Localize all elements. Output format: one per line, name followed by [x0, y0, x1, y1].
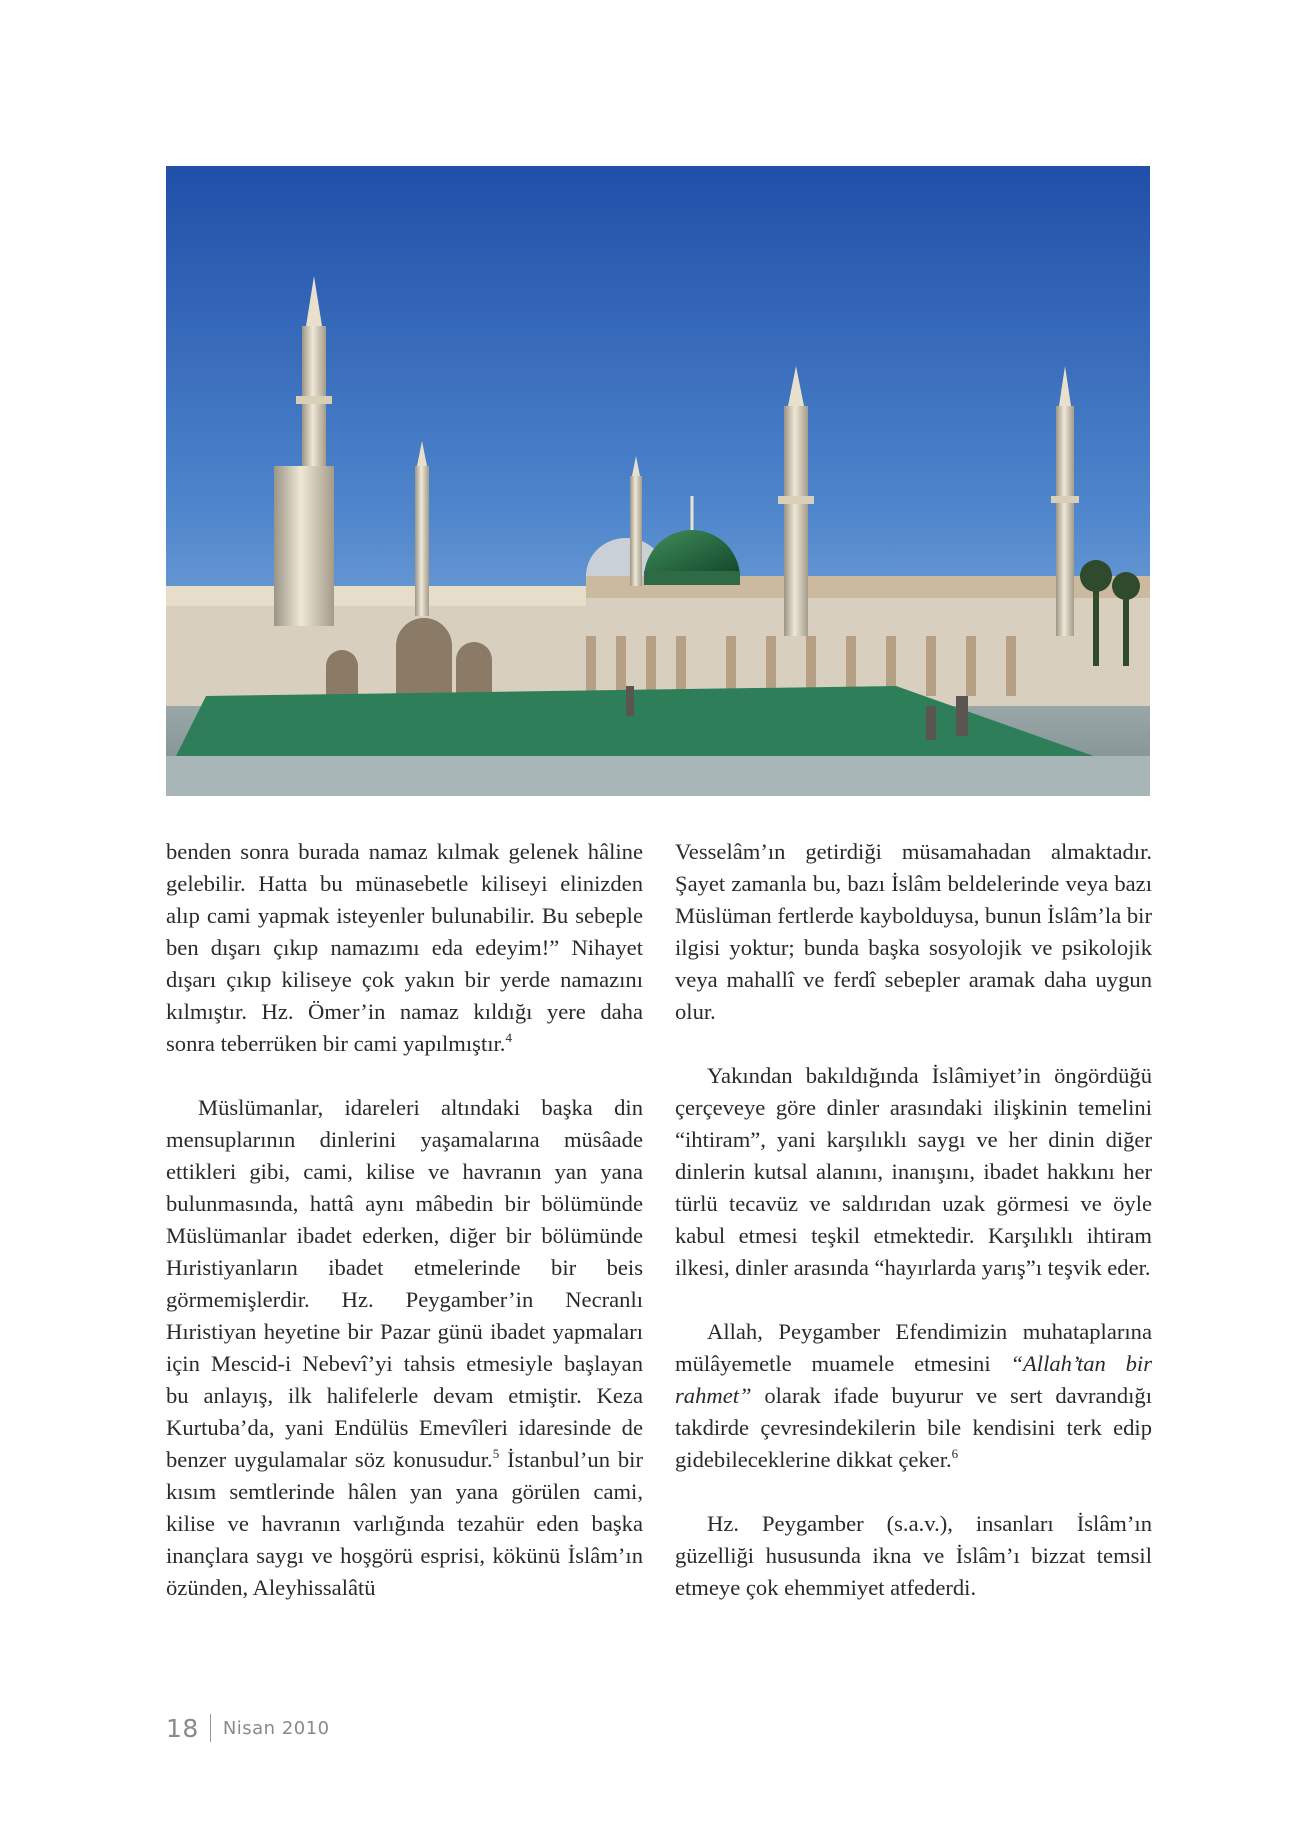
paragraph-text: olarak ifade buyurur ve sert davrandığı takdirde çevresindekilerin bile kendisini terk edip gidebileceklerine dikkat çeker. — [675, 1383, 1152, 1472]
quote: “Allah’tan bir rahmet” — [675, 1351, 1153, 1408]
footnote-ref: 5 — [492, 1446, 500, 1461]
page-footer — [166, 1713, 330, 1743]
footnote-ref: 6 — [951, 1446, 959, 1461]
paragraph — [166, 1092, 643, 1604]
paragraph-text: İstanbul’un bir kısım semtlerinde hâlen yan yana görülen cami, kilise ve havranın varlığında tezahür eden başka inançlara saygı ve hoşgörü esprisi, kökünü İslâm’ın özünden, Aleyhissalâtü — [166, 1447, 643, 1600]
right-text-column — [675, 836, 1152, 1636]
paragraph — [166, 836, 643, 1060]
page-number: 18 — [166, 1713, 199, 1743]
mosque-photo-icon — [166, 166, 1150, 796]
left-text-column — [166, 836, 643, 1636]
paragraph-text: Müslümanlar, idareleri altındaki başka din mensuplarının dinlerini yaşamalarına müsâade ettikleri gibi, cami, kilise ve havranın yan yana bulunmasında, hattâ aynı mâbedin bir bölümünde Müslümanlar ibadet ederken, diğer bir bölümünde Hıristiyanların ibadet etmelerinde bir beis görmemişlerdir. Hz. Peygamber’in Necranlı Hıristiyan heyetine bir Pazar günü ibadet yapmaları için Mescid-i Nebevî’yi tahsis etmesiyle başlayan bu anlayış, ilk halifelerle devam etmiştir. Keza Kurtuba’da, yani Endülüs Emevîleri idaresinde de benzer uygulamalar söz konusudur. — [166, 1095, 643, 1472]
paragraph — [675, 1316, 1152, 1476]
footer-divider — [210, 1714, 211, 1742]
paragraph: Vesselâm’ın getirdiği müsamahadan almaktadır. Şayet zamanla bu, bazı İslâm beldelerinde veya bazı Müslüman fertlerde kaybolduysa, bunun İslâm’la bir ilgisi yoktur; bunda başka sosyolojik ve psikolojik veya mahallî ve ferdî sebepler aramak daha uygun olur. — [675, 839, 1152, 1024]
mosque-photo — [166, 166, 1150, 796]
paragraph-text: benden sonra burada namaz kılmak gelenek hâline gelebilir. Hatta bu münasebetle kiliseyi elinizden alıp cami yapmak isteyenler bulunabilir. Bu sebeple ben dışarı çıkıp namazımı eda edeyim!” Nihayet dışarı çıkıp kiliseye çok yakın bir yerde namazını kılmıştır. Hz. Ömer’in namaz kıldığı yere daha sonra teberrüken bir cami yapılmıştır. — [166, 839, 643, 1056]
issue-label: Nisan 2010 — [222, 1717, 330, 1739]
footnote-ref: 4 — [505, 1030, 512, 1045]
paragraph: Hz. Peygamber (s.a.v.), insanları İslâm’ın güzelliği hususunda ikna ve İslâm’ı bizzat temsil etmeye çok ehemmiyet atfederdi. — [675, 1511, 1152, 1600]
paragraph-text: Allah, Peygamber Efendimizin muhataplarına mülâyemetle muamele etmesini — [675, 1319, 1152, 1376]
paragraph: Yakından bakıldığında İslâmiyet’in öngördüğü çerçeveye göre dinler arasındaki ilişkinin temelini “ihtiram”, yani karşılıklı saygı ve her dinin diğer dinlerin kutsal alanını, inanışını, ibadet hakkını her türlü tecavüz ve saldırıdan uzak görmesi ve öyle kabul etmesi teşkil etmektedir. Karşılıklı ihtiram ilkesi, dinler arasında “hayırlarda yarış”ı teşvik eder. — [675, 1063, 1152, 1280]
